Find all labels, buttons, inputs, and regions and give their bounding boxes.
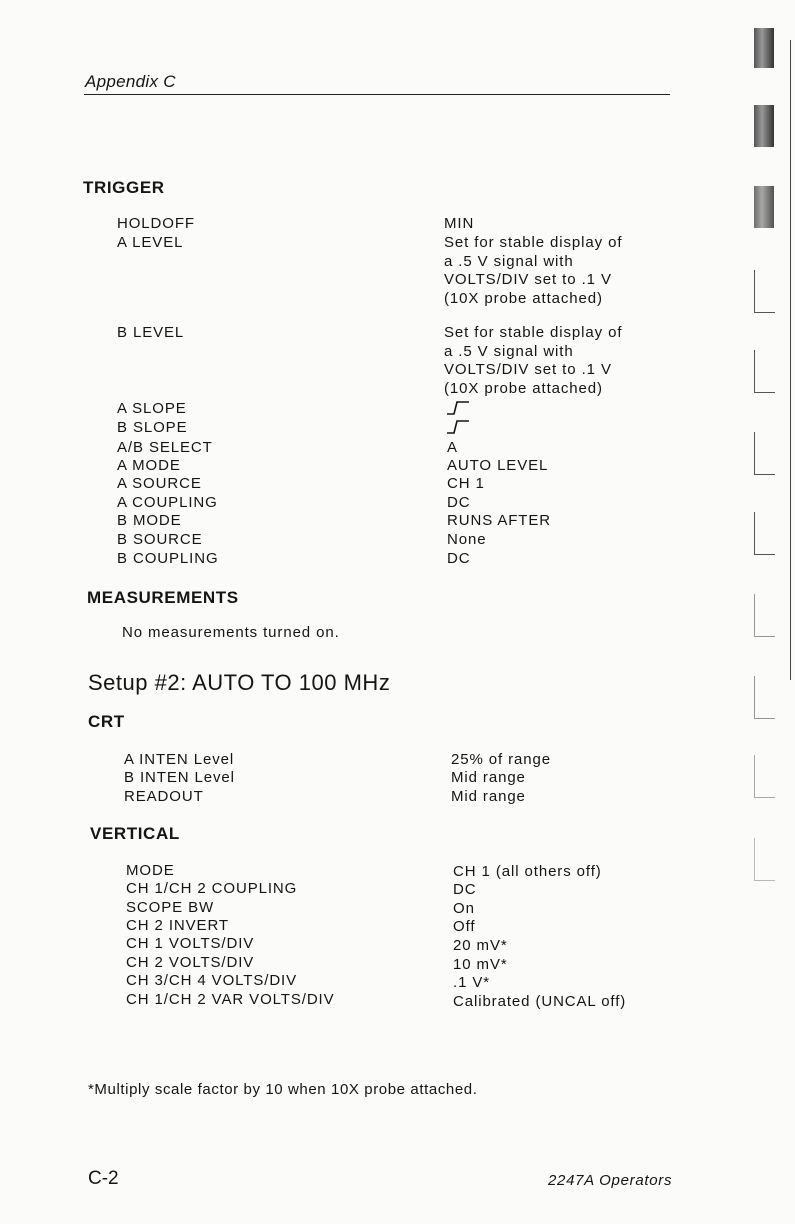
trigger-value-holdoff: MIN <box>444 215 475 232</box>
vertical-label-scope-bw: SCOPE BW <box>126 899 215 916</box>
trigger-value-ab-select: A <box>447 439 458 456</box>
trigger-value-b-source: None <box>447 531 487 548</box>
trigger-label-b-slope: B SLOPE <box>117 419 188 436</box>
trigger-value-a-coupling: DC <box>447 494 471 511</box>
vertical-value-scope-bw: On <box>453 900 475 917</box>
vertical-label-ch3-ch4-volts: CH 3/CH 4 VOLTS/DIV <box>126 972 298 989</box>
trigger-value-b-coupling: DC <box>447 550 471 567</box>
vertical-value-ch2-invert: Off <box>453 918 476 935</box>
vertical-label-ch1-volts: CH 1 VOLTS/DIV <box>126 935 255 952</box>
vertical-label-var-volts: CH 1/CH 2 VAR VOLTS/DIV <box>126 991 335 1008</box>
trigger-label-a-slope: A SLOPE <box>117 400 187 417</box>
vertical-value-var-volts: Calibrated (UNCAL off) <box>453 993 627 1010</box>
trigger-label-b-mode: B MODE <box>117 512 182 529</box>
vertical-value-ch3-ch4-volts: .1 V* <box>453 974 491 991</box>
index-tab <box>754 350 775 393</box>
crt-value-a-inten: 25% of range <box>451 751 552 768</box>
trigger-heading: TRIGGER <box>83 178 165 197</box>
trigger-label-a-source: A SOURCE <box>117 475 202 492</box>
setup2-title: Setup #2: AUTO TO 100 MHz <box>88 670 391 695</box>
vertical-value-mode: CH 1 (all others off) <box>453 863 602 880</box>
index-tab <box>754 676 775 719</box>
index-tab <box>754 28 774 68</box>
vertical-label-ch2-volts: CH 2 VOLTS/DIV <box>126 954 255 971</box>
index-tab <box>754 594 775 637</box>
vertical-value-ch1-volts: 20 mV* <box>453 937 508 954</box>
trigger-value-b-mode: RUNS AFTER <box>447 512 552 529</box>
measurements-text: No measurements turned on. <box>122 624 340 641</box>
trigger-label-a-level: A LEVEL <box>117 234 184 251</box>
measurements-heading: MEASUREMENTS <box>87 588 239 607</box>
crt-value-readout: Mid range <box>451 788 526 805</box>
index-tab <box>754 512 775 555</box>
rising-edge-icon <box>446 401 470 415</box>
index-tab <box>754 755 775 798</box>
trigger-label-b-coupling: B COUPLING <box>117 550 219 567</box>
trigger-label-a-mode: A MODE <box>117 457 181 474</box>
header-rule <box>84 94 670 95</box>
vertical-label-ch2-invert: CH 2 INVERT <box>126 917 229 934</box>
trigger-value-b-level: Set for stable display of a .5 V signal with VOLTS/DIV set to .1 V (10X probe attached) <box>444 324 623 397</box>
trigger-value-a-mode: AUTO LEVEL <box>447 457 549 474</box>
rising-edge-icon <box>446 420 470 434</box>
vertical-value-ch2-volts: 10 mV* <box>453 956 508 973</box>
crt-heading: CRT <box>88 712 125 731</box>
trigger-label-ab-select: A/B SELECT <box>117 439 213 456</box>
page-number: C-2 <box>88 1168 119 1189</box>
page-header-title: Appendix C <box>85 72 176 91</box>
trigger-value-a-source: CH 1 <box>447 475 485 492</box>
index-tab <box>754 105 774 147</box>
trigger-label-a-coupling: A COUPLING <box>117 494 218 511</box>
vertical-label-coupling: CH 1/CH 2 COUPLING <box>126 880 298 897</box>
vertical-value-coupling: DC <box>453 881 477 898</box>
crt-label-b-inten: B INTEN Level <box>124 769 235 786</box>
footnote: *Multiply scale factor by 10 when 10X probe attached. <box>88 1081 478 1098</box>
index-tab <box>754 432 775 475</box>
document-name: 2247A Operators <box>548 1172 673 1189</box>
index-tab <box>754 186 774 228</box>
vertical-heading: VERTICAL <box>90 824 180 843</box>
trigger-label-b-level: B LEVEL <box>117 324 185 341</box>
trigger-label-b-source: B SOURCE <box>117 531 203 548</box>
index-tab <box>754 270 775 313</box>
page-edge-line <box>790 40 791 680</box>
trigger-label-holdoff: HOLDOFF <box>117 215 195 232</box>
vertical-label-mode: MODE <box>126 862 175 879</box>
index-tab <box>754 838 775 881</box>
crt-value-b-inten: Mid range <box>451 769 526 786</box>
crt-label-a-inten: A INTEN Level <box>124 751 235 768</box>
crt-label-readout: READOUT <box>124 788 204 805</box>
trigger-value-a-level: Set for stable display of a .5 V signal with VOLTS/DIV set to .1 V (10X probe attached) <box>444 234 623 307</box>
